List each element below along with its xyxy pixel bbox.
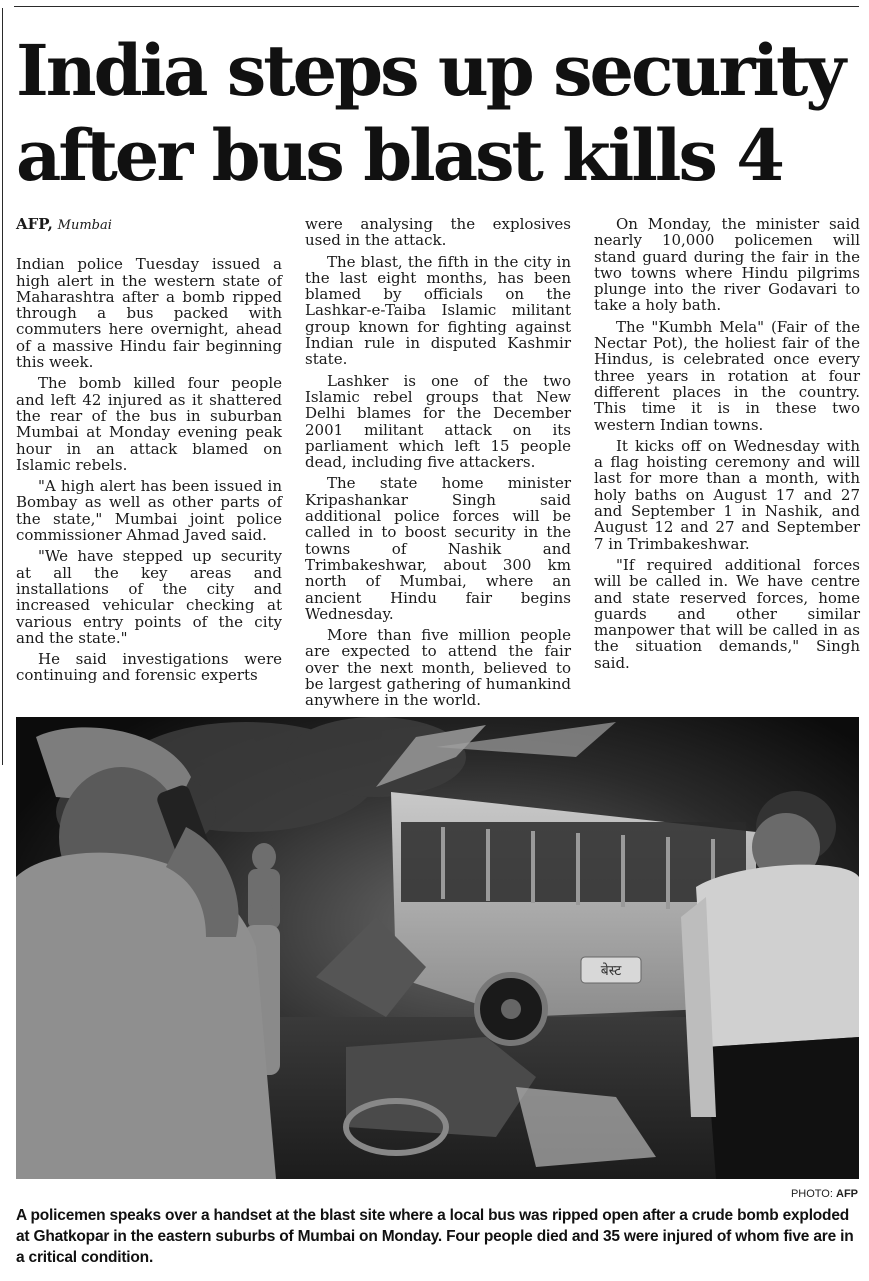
headline-line-1: India steps up security <box>16 29 844 112</box>
photo-credit-label: PHOTO: <box>790 1188 833 1200</box>
byline-place: Mumbai <box>57 218 112 233</box>
article-column-2 <box>305 216 571 714</box>
blast-scene-illustration <box>16 717 859 1179</box>
paragraph: More than five million people are expected to attend the fair over the next month, believed to be largest gathering of humankind anywhere in the world. <box>305 626 571 710</box>
paragraph: Indian police Tuesday issued a high alert in the western state of Maharashtra after a bomb ripped through a bus packed with commuters here overnight, ahead of a massive Hindu fair beginning this week. <box>16 255 282 372</box>
headline-line-2: after bus blast kills 4 <box>16 114 782 197</box>
photo-credit-agency: AFP <box>836 1188 858 1200</box>
paragraph: The blast, the fifth in the city in the last eight months, has been blamed by officials on the Lashkar-e-Taiba Islamic militant group known for fighting against Indian rule in disputed Kashmir state. <box>305 252 571 369</box>
bus-sign: बेस्ट <box>600 963 622 979</box>
paragraph: It kicks off on Wednesday with a flag hoisting ceremony and will last for more than a month, with holy baths on August 17 and 27 and September 1 in Nashik, and August 12 and 27 and September 7 in Trimbakeshwar. <box>594 436 860 553</box>
paragraph: On Monday, the minister said nearly 10,000 policemen will stand guard during the fair in the two towns where Hindu pilgrims plunge into the river Godavari to take a holy bath. <box>594 215 860 315</box>
photo-credit <box>791 1188 858 1200</box>
paragraph: "If required additional forces will be called in. We have centre and state reserved forces, home guards and other similar manpower that will be called in as the situation demands," Singh said. <box>594 555 860 672</box>
paragraph: The "Kumbh Mela" (Fair of the Nectar Pot), the holiest fair of the Hindus, is celebrated once every three years in rotation at four different places in the country. This time it is in these two western Indian towns. <box>594 317 860 434</box>
headline <box>16 28 866 198</box>
paragraph: The bomb killed four people and left 42 injured as it shattered the rear of the bus in suburban Mumbai at Monday evening peak hour in an attack blamed on Islamic rebels. <box>16 374 282 474</box>
left-rule <box>2 8 3 765</box>
news-photo <box>16 717 859 1179</box>
top-rule <box>14 6 859 7</box>
paragraph: "A high alert has been issued in Bombay as well as other parts of the state," Mumbai joint police commissioner Ahmad Javed said. <box>16 477 282 545</box>
article-column-1 <box>16 216 282 689</box>
byline-agency: AFP, <box>16 215 53 233</box>
paragraph: Lashker is one of the two Islamic rebel groups that New Delhi blames for the December 2001 militant attack on its parliament which left 15 people dead, including five attackers. <box>305 371 571 472</box>
paragraph: He said investigations were continuing and forensic experts <box>16 650 282 685</box>
photo-caption: A policemen speaks over a handset at the blast site where a local bus was ripped open after a crude bomb exploded at Ghatkopar in the eastern suburbs of Mumbai on Monday. Four people died and 35 were injured of whom five are in a critical condition. <box>16 1207 854 1266</box>
paragraph: The state home minister Kripashankar Singh said additional police forces will be called in to boost security in the towns of Nashik and Trimbakeshwar, about 300 km north of Mumbai, where an ancient Hindu fair begins Wednesday. <box>305 474 571 623</box>
byline <box>16 216 282 234</box>
paragraph: "We have stepped up security at all the key areas and installations of the city and increased vehicular checking at various entry points of the city and the state." <box>16 547 282 647</box>
article-column-3 <box>594 216 860 676</box>
paragraph: were analysing the explosives used in the attack. <box>305 215 571 250</box>
